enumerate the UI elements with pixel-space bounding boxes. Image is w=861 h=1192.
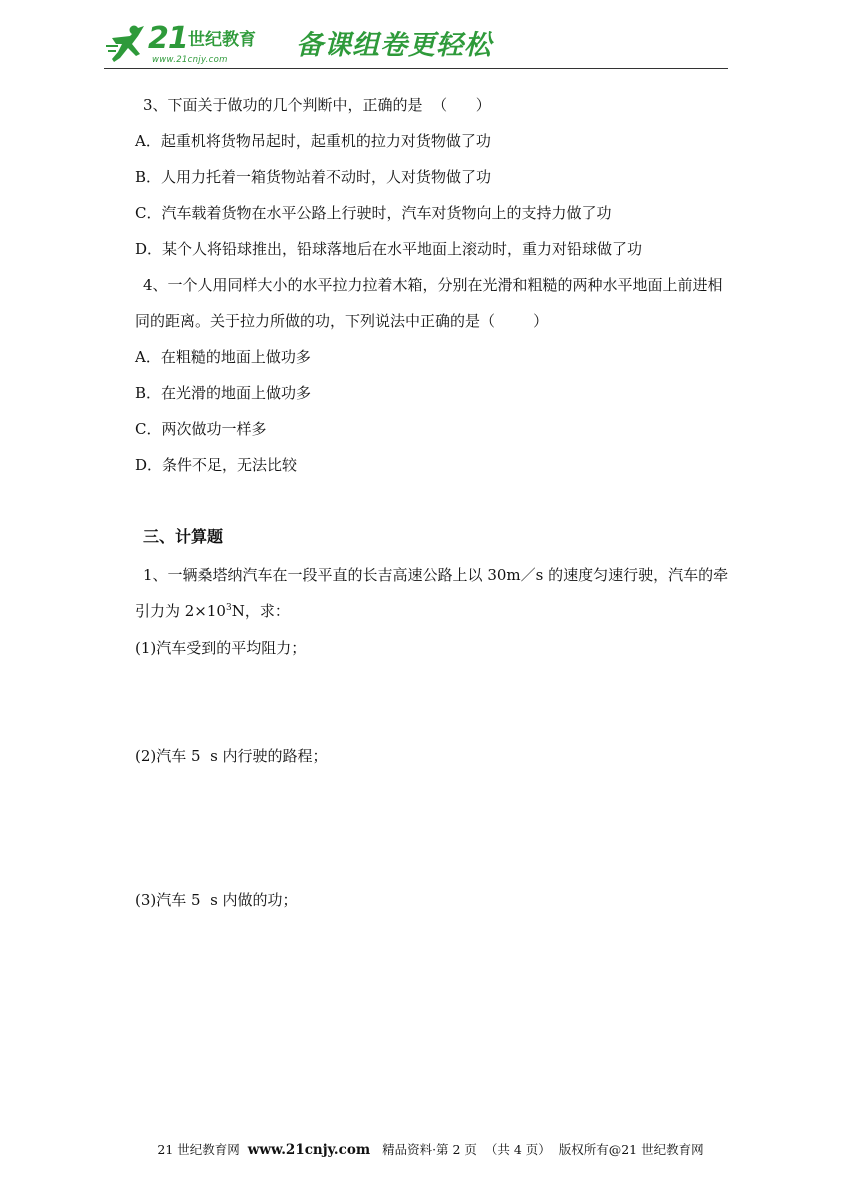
question-3-option-c: C．汽车载着货物在水平公路上行驶时，汽车对货物向上的支持力做了功 — [135, 204, 612, 222]
question-3-stem: 3、下面关于做功的几个判断中，正确的是 （ ） — [143, 96, 491, 114]
force-text-post: N，求： — [231, 602, 290, 620]
logo-number: 21 — [148, 21, 188, 56]
footer-page-info: 精品资料·第 2 页 （共 4 页） 版权所有@21 世纪教育网 — [382, 1142, 704, 1157]
calc-subquestion-2: (2)汽车 5 s 内行驶的路程； — [135, 747, 328, 765]
question-3-option-b: B．人用力托着一箱货物站着不动时，人对货物做了功 — [135, 168, 492, 186]
page-header — [104, 22, 728, 72]
question-4-stem-line1: 4、一个人用同样大小的水平拉力拉着木箱，分别在光滑和粗糙的两种水平地面上前进相 — [143, 276, 723, 294]
question-3-option-a: A．起重机将货物吊起时，起重机的拉力对货物做了功 — [135, 132, 491, 150]
force-text-pre: 引力为 2×10 — [135, 602, 226, 620]
logo-url: www.21cnjy.com — [152, 55, 228, 65]
runner-logo-icon — [104, 24, 148, 66]
calc-subquestion-3: (3)汽车 5 s 内做的功； — [135, 891, 298, 909]
question-3-option-d: D．某个人将铅球推出，铅球落地后在水平地面上滚动时，重力对铅球做了功 — [135, 240, 643, 258]
logo-text: 世纪教育 — [188, 30, 256, 50]
question-4-stem-line2: 同的距离。关于拉力所做的功，下列说法中正确的是（ ） — [135, 312, 549, 330]
header-divider — [104, 68, 728, 69]
question-4-option-d: D．条件不足，无法比较 — [135, 456, 298, 474]
calc-subquestion-1: (1)汽车受到的平均阻力； — [135, 639, 307, 657]
force-exponent: 3 — [225, 603, 232, 613]
footer-site-name: 21 世纪教育网 — [157, 1142, 240, 1157]
header-slogan: 备课组卷更轻松 — [296, 30, 492, 61]
calc-problem-1-line2 — [135, 601, 290, 621]
footer-url[interactable]: www.21cnjy.com — [247, 1142, 371, 1158]
page-footer — [0, 1141, 861, 1159]
question-4-option-a: A．在粗糙的地面上做功多 — [135, 348, 311, 366]
question-4-option-c: C．两次做功一样多 — [135, 420, 267, 438]
section-heading: 三、计算题 — [143, 527, 224, 546]
calc-problem-1-line1: 1、一辆桑塔纳汽车在一段平直的长吉高速公路上以 30m／s 的速度匀速行驶，汽车的牵 — [143, 566, 729, 584]
question-4-option-b: B．在光滑的地面上做功多 — [135, 384, 312, 402]
